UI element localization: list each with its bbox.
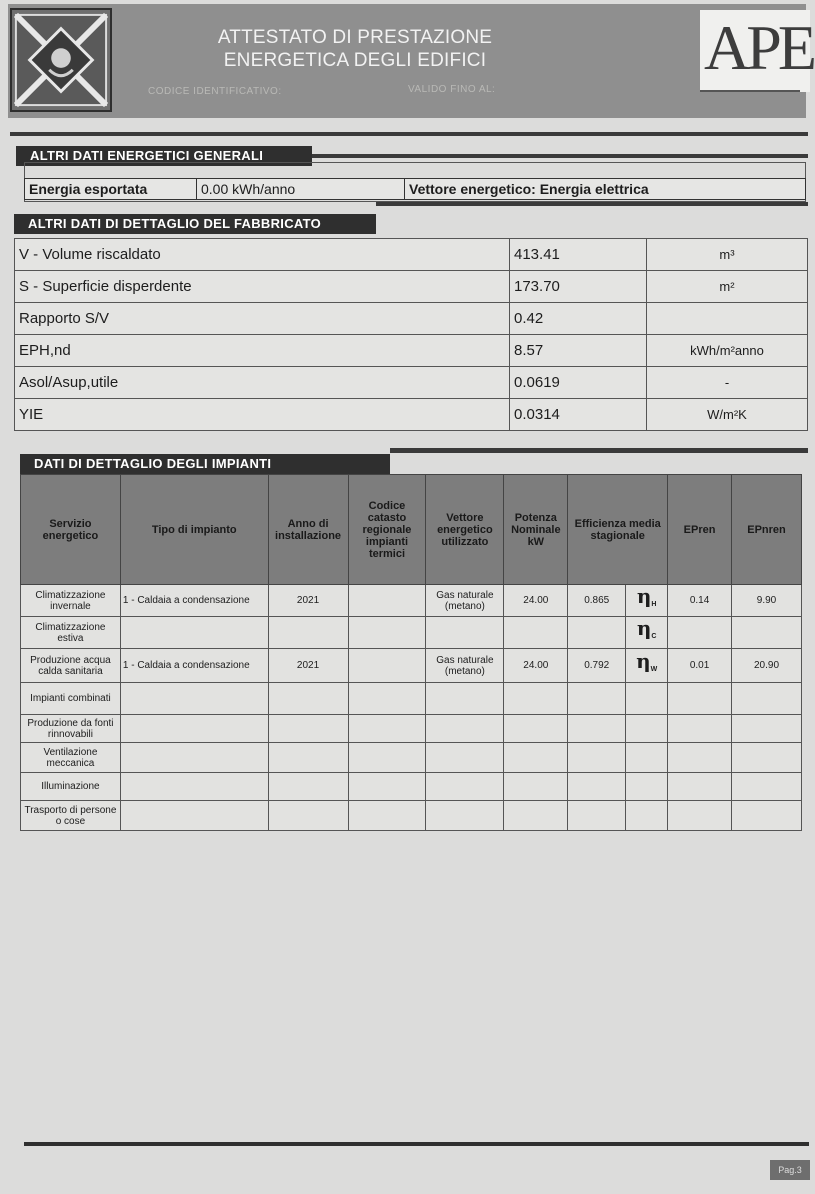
- row-label: S - Superficie disperdente: [15, 271, 510, 303]
- cell-potenza: 24.00: [504, 585, 568, 617]
- cell-potenza: [504, 773, 568, 801]
- row-value: 8.57: [510, 335, 647, 367]
- cell-eta: [626, 801, 668, 831]
- cell-potenza: [504, 743, 568, 773]
- header-servizio: Servizio energetico: [21, 475, 121, 585]
- cell-anno: [268, 773, 348, 801]
- row-label: YIE: [15, 399, 510, 431]
- table-row: [21, 683, 802, 715]
- cell-epnren: [732, 801, 802, 831]
- cell-codice: [348, 715, 426, 743]
- cell-eta: [626, 617, 668, 649]
- cell-eta: [626, 585, 668, 617]
- cell-epren: [668, 773, 732, 801]
- cell-codice: [348, 773, 426, 801]
- eta-subscript: W: [650, 666, 658, 673]
- table-row: [21, 773, 802, 801]
- cell-codice: [348, 683, 426, 715]
- table-row: [15, 303, 808, 335]
- table-row: [15, 367, 808, 399]
- cell-tipo: [120, 743, 268, 773]
- row-label: Rapporto S/V: [15, 303, 510, 335]
- section-title-dettaglio-impianti: DATI DI DETTAGLIO DEGLI IMPIANTI: [20, 454, 390, 474]
- table-row: [15, 399, 808, 431]
- cell-efficienza: [568, 683, 626, 715]
- title-line-2: ENERGETICA DEGLI EDIFICI: [223, 50, 487, 71]
- cell-tipo: [120, 683, 268, 715]
- cell-anno: [268, 617, 348, 649]
- row-value: 413.41: [510, 239, 647, 271]
- table-row: [21, 801, 802, 831]
- section-rule: [390, 448, 808, 453]
- cell-codice: [348, 743, 426, 773]
- regional-emblem-icon: [10, 8, 112, 112]
- eta-symbol: η: [636, 649, 651, 673]
- cell-tipo: 1 - Caldaia a condensazione: [120, 649, 268, 683]
- ape-logo-underline: [700, 90, 800, 92]
- cell-vettore: [426, 683, 504, 715]
- cell-efficienza: 0.865: [568, 585, 626, 617]
- cell-epnren: [732, 773, 802, 801]
- cell-epnren: 20.90: [732, 649, 802, 683]
- cell-efficienza: [568, 773, 626, 801]
- cell-codice: [348, 617, 426, 649]
- table-row: [15, 271, 808, 303]
- vettore-energetico: Vettore energetico: Energia elettrica: [409, 181, 649, 197]
- row-unit: kWh/m²anno: [647, 335, 808, 367]
- cell-potenza: [504, 715, 568, 743]
- building-details-table: [14, 238, 808, 431]
- cell-vettore: [426, 715, 504, 743]
- cell-anno: [268, 683, 348, 715]
- cell-eta: [626, 649, 668, 683]
- eta-symbol: η: [636, 584, 652, 608]
- valido-fino-label: VALIDO FINO AL:: [408, 84, 496, 95]
- eta-subscript: H: [651, 601, 657, 608]
- header-efficienza: Efficienza media stagionale: [568, 475, 668, 585]
- header-anno: Anno di installazione: [268, 475, 348, 585]
- eta-subscript: C: [651, 633, 657, 640]
- cell-epnren: [732, 743, 802, 773]
- cell-servizio: Trasporto di persone o cose: [21, 801, 121, 831]
- row-value: 0.42: [510, 303, 647, 335]
- table-row: [21, 715, 802, 743]
- cell-eta: [626, 773, 668, 801]
- cell-servizio: Ventilazione meccanica: [21, 743, 121, 773]
- header-tipo: Tipo di impianto: [120, 475, 268, 585]
- table-row: [15, 239, 808, 271]
- energia-esportata-label: Energia esportata: [25, 179, 197, 199]
- cell-vettore: Gas naturale (metano): [426, 585, 504, 617]
- cell-potenza: [504, 617, 568, 649]
- cell-tipo: [120, 773, 268, 801]
- row-label: Asol/Asup,utile: [15, 367, 510, 399]
- cell-anno: [268, 801, 348, 831]
- cell-codice: [348, 801, 426, 831]
- cell-vettore: [426, 743, 504, 773]
- cell-vettore: Gas naturale (metano): [426, 649, 504, 683]
- row-label: V - Volume riscaldato: [15, 239, 510, 271]
- cell-potenza: 24.00: [504, 649, 568, 683]
- cell-epnren: [732, 683, 802, 715]
- cell-epren: [668, 743, 732, 773]
- page-number: Pag.3: [770, 1160, 810, 1180]
- section-title-altri-dati-generali: ALTRI DATI ENERGETICI GENERALI: [16, 146, 312, 166]
- cell-epnren: [732, 617, 802, 649]
- table-header-row: [21, 475, 802, 585]
- header-vettore: Vettore energetico utilizzato: [426, 475, 504, 585]
- cell-anno: [268, 715, 348, 743]
- table-row: [21, 649, 802, 683]
- cell-epnren: 9.90: [732, 585, 802, 617]
- ape-logo: APE: [704, 12, 813, 83]
- cell-vettore: [426, 801, 504, 831]
- plants-details-table: [20, 474, 802, 831]
- cell-epren: [668, 683, 732, 715]
- row-unit: m²: [647, 271, 808, 303]
- header-epren: EPren: [668, 475, 732, 585]
- cell-servizio: Impianti combinati: [21, 683, 121, 715]
- row-unit: m³: [647, 239, 808, 271]
- table-row: [15, 335, 808, 367]
- cell-efficienza: [568, 743, 626, 773]
- cell-efficienza: [568, 801, 626, 831]
- eta-symbol: η: [636, 616, 652, 640]
- row-label: EPH,nd: [15, 335, 510, 367]
- row-unit: W/m²K: [647, 399, 808, 431]
- energia-esportata-value: 0.00 kWh/anno: [197, 179, 405, 199]
- cell-servizio: Produzione da fonti rinnovabili: [21, 715, 121, 743]
- table-row: [21, 617, 802, 649]
- cell-epren: 0.01: [668, 649, 732, 683]
- codice-identificativo-label: CODICE IDENTIFICATIVO:: [148, 86, 282, 97]
- cell-potenza: [504, 683, 568, 715]
- section-rule: [376, 202, 808, 206]
- cell-tipo: [120, 801, 268, 831]
- cell-vettore: [426, 773, 504, 801]
- cell-epren: [668, 617, 732, 649]
- footer-divider: [24, 1142, 809, 1146]
- cell-efficienza: [568, 715, 626, 743]
- cell-tipo: [120, 617, 268, 649]
- cell-anno: [268, 743, 348, 773]
- table-row: [21, 585, 802, 617]
- header-epnren: EPnren: [732, 475, 802, 585]
- general-data-row: [24, 178, 806, 200]
- cell-codice: [348, 649, 426, 683]
- section-rule: [312, 154, 808, 158]
- header-divider: [10, 132, 808, 136]
- cell-servizio: Climatizzazione invernale: [21, 585, 121, 617]
- cell-anno: 2021: [268, 649, 348, 683]
- title-line-1: ATTESTATO DI PRESTAZIONE: [217, 27, 493, 48]
- cell-potenza: [504, 801, 568, 831]
- cell-tipo: [120, 715, 268, 743]
- header-codice-catasto: Codice catasto regionale impianti termici: [348, 475, 426, 585]
- cell-epren: [668, 801, 732, 831]
- cell-anno: 2021: [268, 585, 348, 617]
- row-value: 0.0314: [510, 399, 647, 431]
- table-row: [21, 743, 802, 773]
- cell-tipo: 1 - Caldaia a condensazione: [120, 585, 268, 617]
- cell-eta: [626, 743, 668, 773]
- cell-efficienza: [568, 617, 626, 649]
- cell-servizio: Climatizzazione estiva: [21, 617, 121, 649]
- cell-eta: [626, 683, 668, 715]
- cell-servizio: Produzione acqua calda sanitaria: [21, 649, 121, 683]
- cell-servizio: Illuminazione: [21, 773, 121, 801]
- row-unit: [647, 303, 808, 335]
- cell-epnren: [732, 715, 802, 743]
- cell-vettore: [426, 617, 504, 649]
- section-title-dettaglio-fabbricato: ALTRI DATI DI DETTAGLIO DEL FABBRICATO: [14, 214, 376, 234]
- cell-efficienza: 0.792: [568, 649, 626, 683]
- header-potenza: Potenza Nominale kW: [504, 475, 568, 585]
- row-unit: -: [647, 367, 808, 399]
- cell-codice: [348, 585, 426, 617]
- row-value: 173.70: [510, 271, 647, 303]
- cell-epren: [668, 715, 732, 743]
- document-title: [200, 26, 510, 72]
- row-value: 0.0619: [510, 367, 647, 399]
- cell-eta: [626, 715, 668, 743]
- cell-epren: 0.14: [668, 585, 732, 617]
